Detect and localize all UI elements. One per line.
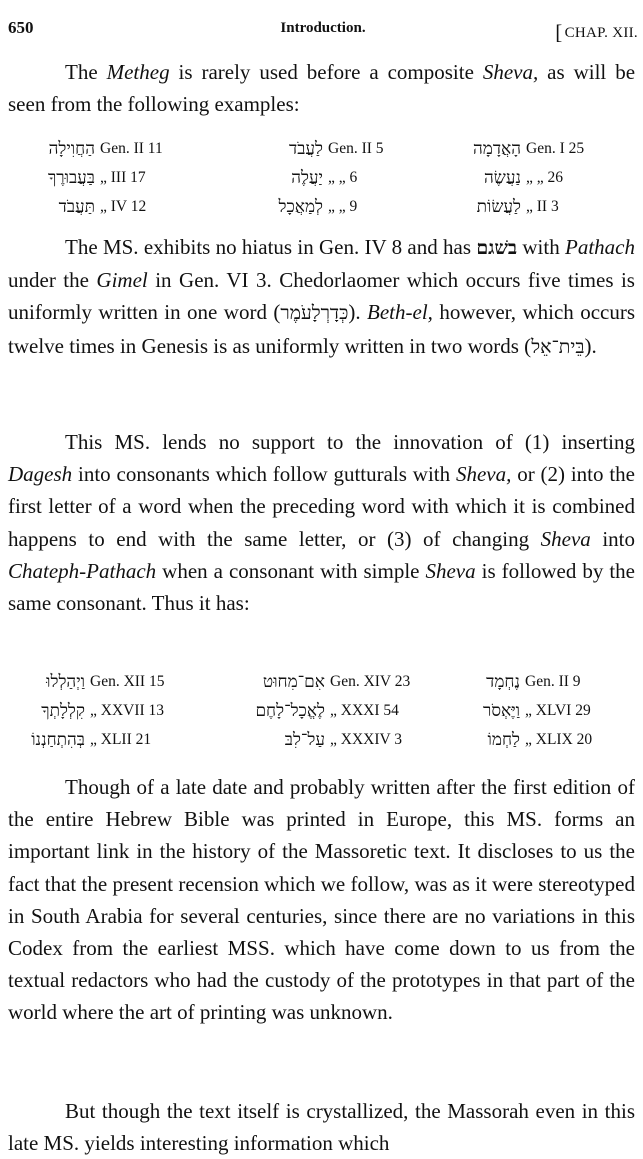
table-row (8, 134, 635, 163)
verse-reference: Gen. II 5 (328, 139, 384, 157)
hebrew-word: נֶחְמָד (486, 671, 520, 692)
verse-reference: „ XLIX 20 (525, 730, 593, 748)
verse-reference: Gen. XII 15 (90, 672, 165, 690)
verse-reference: „ III 17 (100, 168, 146, 186)
paragraph-metheg: The Metheg is rarely used before a composite Sheva, as will be seen from the following examples: (8, 60, 636, 117)
verse-reference: Gen. II 9 (525, 672, 581, 690)
hebrew-word: וַיֶּאְסֹר (482, 700, 520, 721)
hebrew-word: בְּהִתְחַנְנוֹ (31, 729, 85, 750)
verse-reference: „ „ 26 (526, 168, 564, 186)
paragraph-late-date: Though of a late date and probably written after the first edition of the entire Hebrew Bible was printed in Europe, this MS. forms an important link in the history of the Massoretic text. It discloses to us the fact that the present recension which we follow, was as it were stereotyped in South Arabia for several centuries, since there are no variations in this Codex from the earliest MSS. which have come down to us from the textual redactors who had the custody of the prototypes in that part of the world where the art of printing was unknown. (8, 775, 635, 1025)
hebrew-word: נַעֲשֶׂה (484, 167, 521, 188)
hebrew-word: לֶאֱכָל־לָחֶם (255, 700, 325, 721)
verse-reference: „ II 3 (526, 197, 559, 215)
hebrew-word: תַּעֲבֹד (58, 196, 95, 217)
hebrew-word: וַיְהַלְלוּ (46, 671, 85, 692)
verse-reference: „ XXVII 13 (90, 701, 165, 719)
running-title: Introduction. (280, 20, 366, 36)
table-row (8, 163, 635, 192)
paragraph-massorah: But though the text itself is crystallized, the Massorah even in this late MS. yields interesting information which (8, 1099, 635, 1156)
hebrew-word: עַל־לִבּ (284, 729, 325, 750)
verse-reference: „ XXXIV 3 (330, 730, 403, 748)
hebrew-word: לַעֲשׂוֹת (476, 196, 521, 217)
table-row (8, 667, 635, 696)
examples-table-sheva (8, 134, 635, 221)
page-number: 650 (8, 18, 34, 37)
verse-reference: Gen. I 25 (526, 139, 585, 157)
hebrew-word: אִם־מִחוּט (262, 671, 325, 692)
paragraph-hiatus: The MS. exhibits no hiatus in Gen. IV 8 and has בשׁגם with Pathach under the Gimel in Gen. VI 3. Chedorlaomer which occurs five times is uniformly written in one word (כְּדָרְלָעֹמֶר). Beth-el, however, which occurs twelve times in Genesis is as uniformly written in two words (בֵּית־אֵל). (8, 235, 636, 358)
hebrew-word: יַעֲלֶה (291, 167, 323, 188)
hebrew-word: קִלְלָתְךָ (41, 700, 85, 721)
verse-reference: Gen. II 11 (100, 139, 163, 157)
hebrew-word: הַחֲוִילָה (48, 138, 95, 159)
table-row (8, 725, 635, 754)
paragraph-dagesh: This MS. lends no support to the innovation of (1) inserting Dagesh into consonants which follow gutturals with Sheva, or (2) into the first letter of a word when the preceding word with which it is combined happens to end with the same letter, or (3) of changing Sheva into Chateph-Pathach when a consonant with simple Sheva is followed by the same consonant. Thus it has: (8, 430, 635, 616)
table-row (8, 696, 635, 725)
verse-reference: „ XLVI 29 (525, 701, 591, 719)
hebrew-word: בַּעֲבוּרֶךָ (47, 167, 95, 188)
hebrew-word: לְמַאֲכָל (278, 196, 323, 217)
verse-reference: „ IV 12 (100, 197, 147, 215)
table-row (8, 192, 635, 221)
running-header (8, 16, 638, 42)
chapter-label: [ CHAP. XII. (555, 20, 638, 44)
verse-reference: „ XLII 21 (90, 730, 152, 748)
verse-reference: „ XXXI 54 (330, 701, 399, 719)
examples-table-dagesh (8, 667, 635, 754)
verse-reference: „ „ 6 (328, 168, 358, 186)
verse-reference: „ „ 9 (328, 197, 358, 215)
hebrew-word: הָאֲדָמָה (472, 138, 521, 159)
hebrew-word: לַחְמוֹ (487, 729, 520, 750)
verse-reference: Gen. XIV 23 (330, 672, 411, 690)
hebrew-word: לַעֲבֹד (289, 138, 323, 159)
